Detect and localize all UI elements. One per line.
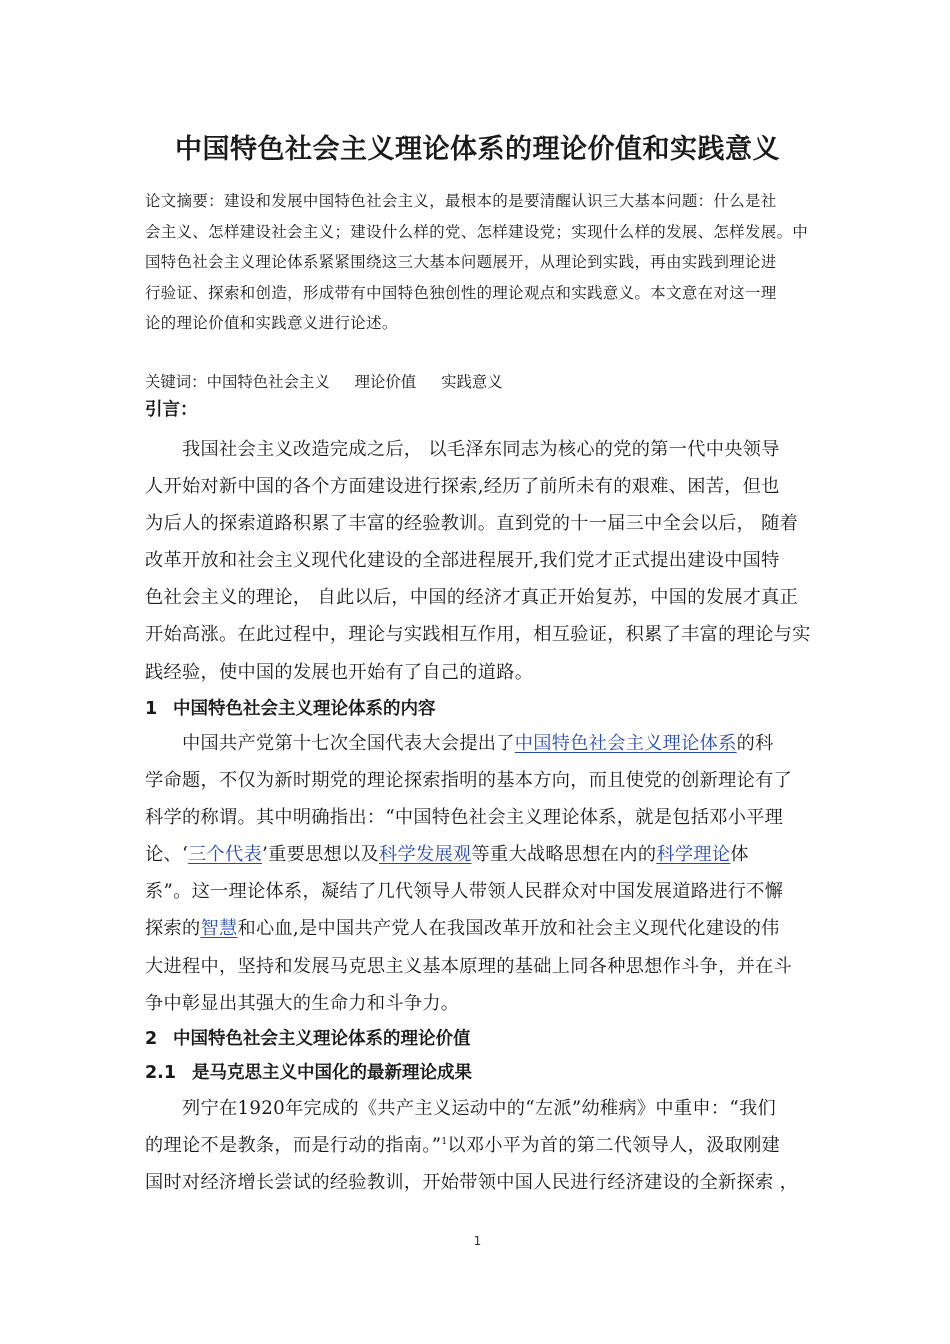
text-run: 中国共产党第十七次全国代表大会提出了	[182, 733, 515, 754]
section-title: 是马克思主义中国化的最新理论成果	[192, 1063, 472, 1083]
section-number: 1	[145, 699, 158, 719]
text-run: 的科	[736, 733, 774, 754]
paragraph-line	[145, 1127, 810, 1164]
paragraph-line: 开始高涨。在此过程中，理论与实践相互作用，相互验证，积累了丰富的理论与实	[145, 624, 811, 646]
abstract-line: 论文摘要：建设和发展中国特色社会主义，最根本的是要清醒认识三大基本问题：什么是社	[145, 192, 777, 210]
paragraph-line: 争中彰显出其强大的生命力和斗争力。	[145, 992, 460, 1014]
document-page	[145, 0, 810, 1344]
intro-heading: 引言：	[145, 400, 198, 420]
section-1-paragraph	[145, 725, 810, 1022]
abstract-line: 论的理论价值和实践意义进行论述。	[145, 314, 398, 333]
section-title: 中国特色社会主义理论体系的理论价值	[173, 1029, 471, 1049]
abstract-line: 行验证、探索和创造，形成带有中国特色独创性的理论观点和实践意义。本文意在对这一理	[145, 283, 777, 302]
keywords-label: 关键词：	[145, 373, 207, 391]
text-run: ’重要思想以及	[262, 844, 380, 866]
text-run: 的理论不是教条，而是行动的指南。”	[145, 1135, 442, 1157]
keywords	[145, 370, 523, 394]
text-run: 论、‘	[145, 844, 189, 866]
link-three-represents[interactable]: 三个代表	[188, 844, 263, 866]
section-2-1-heading	[145, 1060, 472, 1086]
link-scientific-outlook[interactable]: 科学发展观	[379, 844, 472, 866]
paragraph-line: 践经验，使中国的发展也开始有了自己的道路。	[145, 661, 534, 683]
paragraph-line: 科学的称谓。其中明确指出：“中国特色社会主义理论体系，就是包括邓小平理	[145, 807, 784, 829]
link-scientific-theory[interactable]: 科学理论	[656, 844, 731, 866]
section-number: 2.1	[145, 1063, 177, 1083]
text-run: 体	[730, 844, 749, 866]
intro-paragraph	[145, 431, 810, 691]
paragraph-line: 色社会主义的理论， 自此以后，中国的经济才真正开始复苏，中国的发展才真正	[145, 587, 799, 609]
paragraph-line	[145, 836, 810, 873]
document-title: 中国特色社会主义理论体系的理论价值和实践意义	[175, 134, 780, 165]
paragraph-line: 大进程中，坚持和发展马克思主义基本原理的基础上同各种思想作斗争，并在斗	[145, 955, 793, 977]
paragraph-line: 我国社会主义改造完成之后， 以毛泽东同志为核心的党的第一代中央领导	[182, 439, 780, 460]
keyword-item: 理论价值	[354, 373, 417, 391]
text-run: 和心血,是中国共产党人在我国改革开放和社会主义现代化建设的伟	[237, 918, 780, 940]
abstract	[145, 186, 810, 339]
paragraph-line: 列宁在1920年完成的《共产主义运动中的“左派”幼稚病》中重申：“我们	[182, 1098, 776, 1119]
footnote-marker[interactable]: 1	[441, 1137, 448, 1148]
abstract-line: 国特色社会主义理论体系紧紧围绕这三大基本问题展开，从理论到实践，再由实践到理论进	[145, 253, 777, 272]
paragraph-line: 人开始对新中国的各个方面建设进行探索,经历了前所未有的艰难、困苦，但也	[145, 476, 780, 498]
keyword-item: 中国特色社会主义	[206, 373, 330, 391]
paragraph-line: 改革开放和社会主义现代化建设的全部进程展开,我们党才正式提出建设中国特	[145, 550, 780, 572]
section-number: 2	[145, 1029, 158, 1049]
paragraph-line	[145, 910, 810, 947]
text-run: 以邓小平为首的第二代领导人，汲取刚建	[447, 1135, 781, 1157]
keyword-item: 实践意义	[441, 373, 503, 391]
section-2-heading	[145, 1026, 471, 1052]
section-2-1-paragraph	[145, 1090, 810, 1201]
paragraph-line: 为后人的探索道路积累了丰富的经验教训。直到党的十一届三中全会以后， 随着	[145, 513, 799, 535]
text-run: 探索的	[145, 918, 201, 940]
link-wisdom[interactable]: 智慧	[200, 918, 238, 940]
section-title: 中国特色社会主义理论体系的内容	[173, 699, 436, 719]
paragraph-line: 系”。这一理论体系，凝结了几代领导人带领人民群众对中国发展道路进行不懈	[145, 881, 784, 903]
abstract-line: 会主义、怎样建设社会主义；建设什么样的党、怎样建设党；实现什么样的发展、怎样发展。中	[145, 222, 809, 241]
page-number: 1	[473, 1234, 482, 1248]
paragraph-line	[145, 725, 810, 762]
link-theory-system[interactable]: 中国特色社会主义理论体系	[514, 733, 737, 754]
text-run: 等重大战略思想在内的	[471, 844, 657, 866]
section-1-heading	[145, 696, 436, 722]
paragraph-line: 学命题，不仅为新时期党的理论探索指明的基本方向，而且使党的创新理论有了	[145, 770, 793, 792]
paragraph-line: 国时对经济增长尝试的经验教训，开始带领中国人民进行经济建设的全新探索 ，	[145, 1172, 799, 1194]
